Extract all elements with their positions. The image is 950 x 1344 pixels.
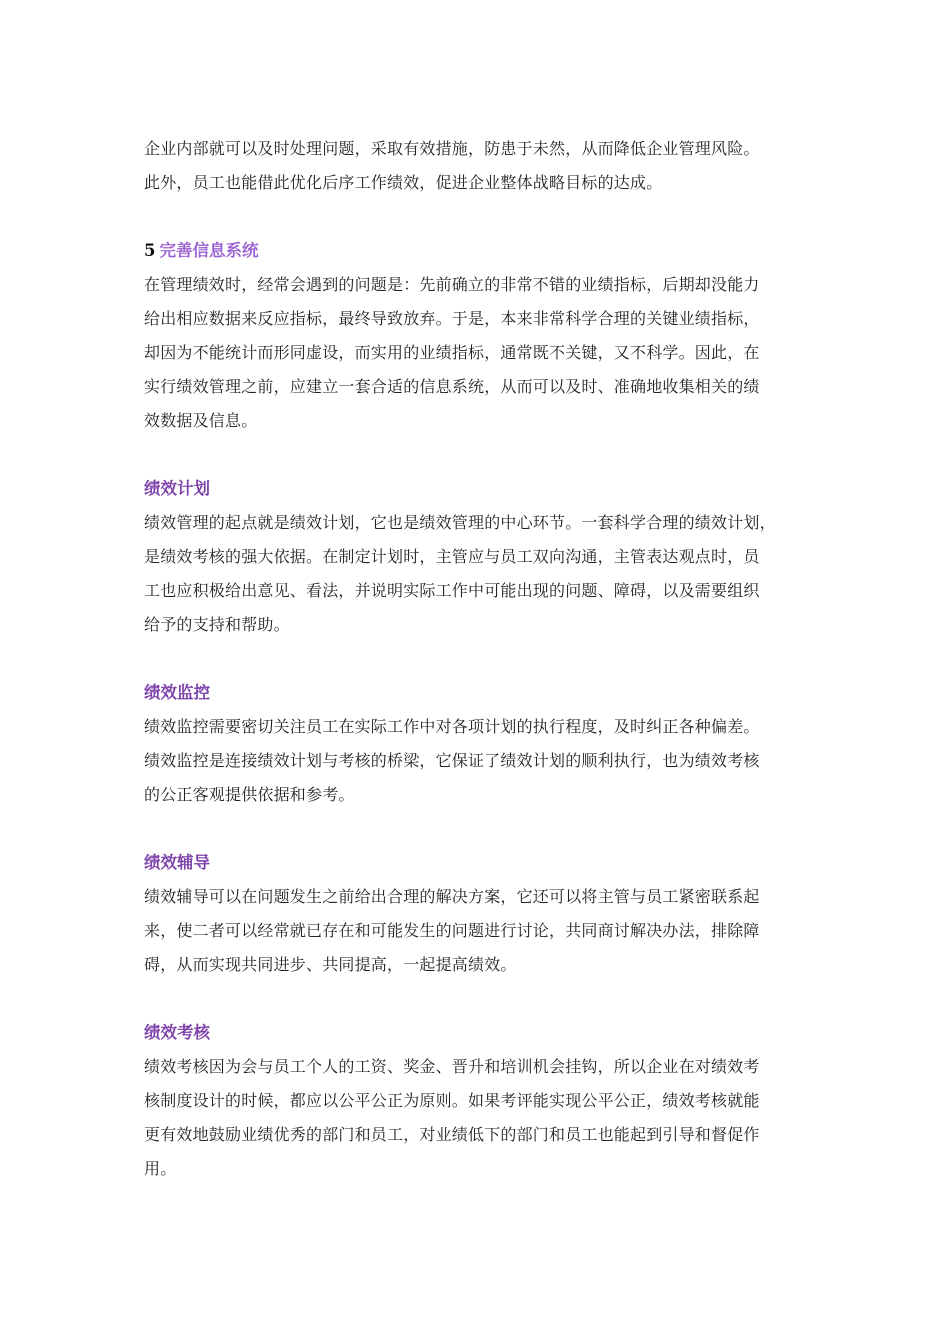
section-information-system: [144, 234, 824, 438]
paragraph-line: 绩效监控是连接绩效计划与考核的桥梁，它保证了绩效计划的顺利执行，也为绩效考核: [144, 751, 760, 770]
paragraph-line: 在管理绩效时，经常会遇到的问题是：先前确立的非常不错的业绩指标，后期却没能力: [144, 275, 760, 294]
section-title: 绩效计划: [144, 479, 210, 498]
paragraph-line: 绩效考核因为会与员工个人的工资、奖金、晋升和培训机会挂钩，所以企业在对绩效考: [144, 1057, 760, 1076]
paragraph-line: 绩效监控需要密切关注员工在实际工作中对各项计划的执行程度，及时纠正各种偏差。: [144, 717, 760, 736]
section-heading: [144, 234, 824, 268]
paragraph-line: 的公正客观提供依据和参考。: [144, 785, 355, 804]
section-title: 绩效辅导: [144, 853, 210, 872]
paragraph-line: 来，使二者可以经常就已存在和可能发生的问题进行讨论，共同商讨解决办法，排除障: [144, 921, 760, 940]
paragraph-line: 是绩效考核的强大依据。在制定计划时，主管应与员工双向沟通，主管表达观点时，员: [144, 547, 760, 566]
intro-paragraph: [144, 132, 824, 200]
paragraph-line: 却因为不能统计而形同虚设，而实用的业绩指标，通常既不关键，又不科学。因此，在: [144, 343, 760, 362]
paragraph-line: 绩效辅导可以在问题发生之前给出合理的解决方案，它还可以将主管与员工紧密联系起: [144, 887, 760, 906]
document-page: [144, 132, 824, 1186]
paragraph-line: 给予的支持和帮助。: [144, 615, 290, 634]
paragraph-line: 效数据及信息。: [144, 411, 258, 430]
section-performance-coaching: [144, 846, 824, 982]
section-performance-plan: [144, 472, 824, 642]
paragraph-line: 核制度设计的时候，都应以公平公正为原则。如果考评能实现公平公正，绩效考核就能: [144, 1091, 760, 1110]
paragraph-line: 企业内部就可以及时处理问题，采取有效措施，防患于未然，从而降低企业管理风险。: [144, 139, 760, 158]
paragraph-line: 碍，从而实现共同进步、共同提高，一起提高绩效。: [144, 955, 517, 974]
section-performance-monitoring: [144, 676, 824, 812]
paragraph-line: 更有效地鼓励业绩优秀的部门和员工，对业绩低下的部门和员工也能起到引导和督促作: [144, 1125, 760, 1144]
section-title: 绩效监控: [144, 683, 210, 702]
section-title: 绩效考核: [144, 1023, 210, 1042]
paragraph-line: 工也应积极给出意见、看法，并说明实际工作中可能出现的问题、障碍，以及需要组织: [144, 581, 760, 600]
paragraph-line: 绩效管理的起点就是绩效计划，它也是绩效管理的中心环节。一套科学合理的绩效计划，: [144, 513, 776, 532]
section-number: 5: [144, 241, 156, 260]
paragraph-line: 实行绩效管理之前，应建立一套合适的信息系统，从而可以及时、准确地收集相关的绩: [144, 377, 760, 396]
paragraph-line: 给出相应数据来反应指标，最终导致放弃。于是，本来非常科学合理的关键业绩指标，: [144, 309, 760, 328]
section-performance-appraisal: [144, 1016, 824, 1186]
paragraph-line: 用。: [144, 1159, 177, 1178]
paragraph-line: 此外，员工也能借此优化后序工作绩效，促进企业整体战略目标的达成。: [144, 173, 663, 192]
section-title: 完善信息系统: [159, 241, 259, 260]
